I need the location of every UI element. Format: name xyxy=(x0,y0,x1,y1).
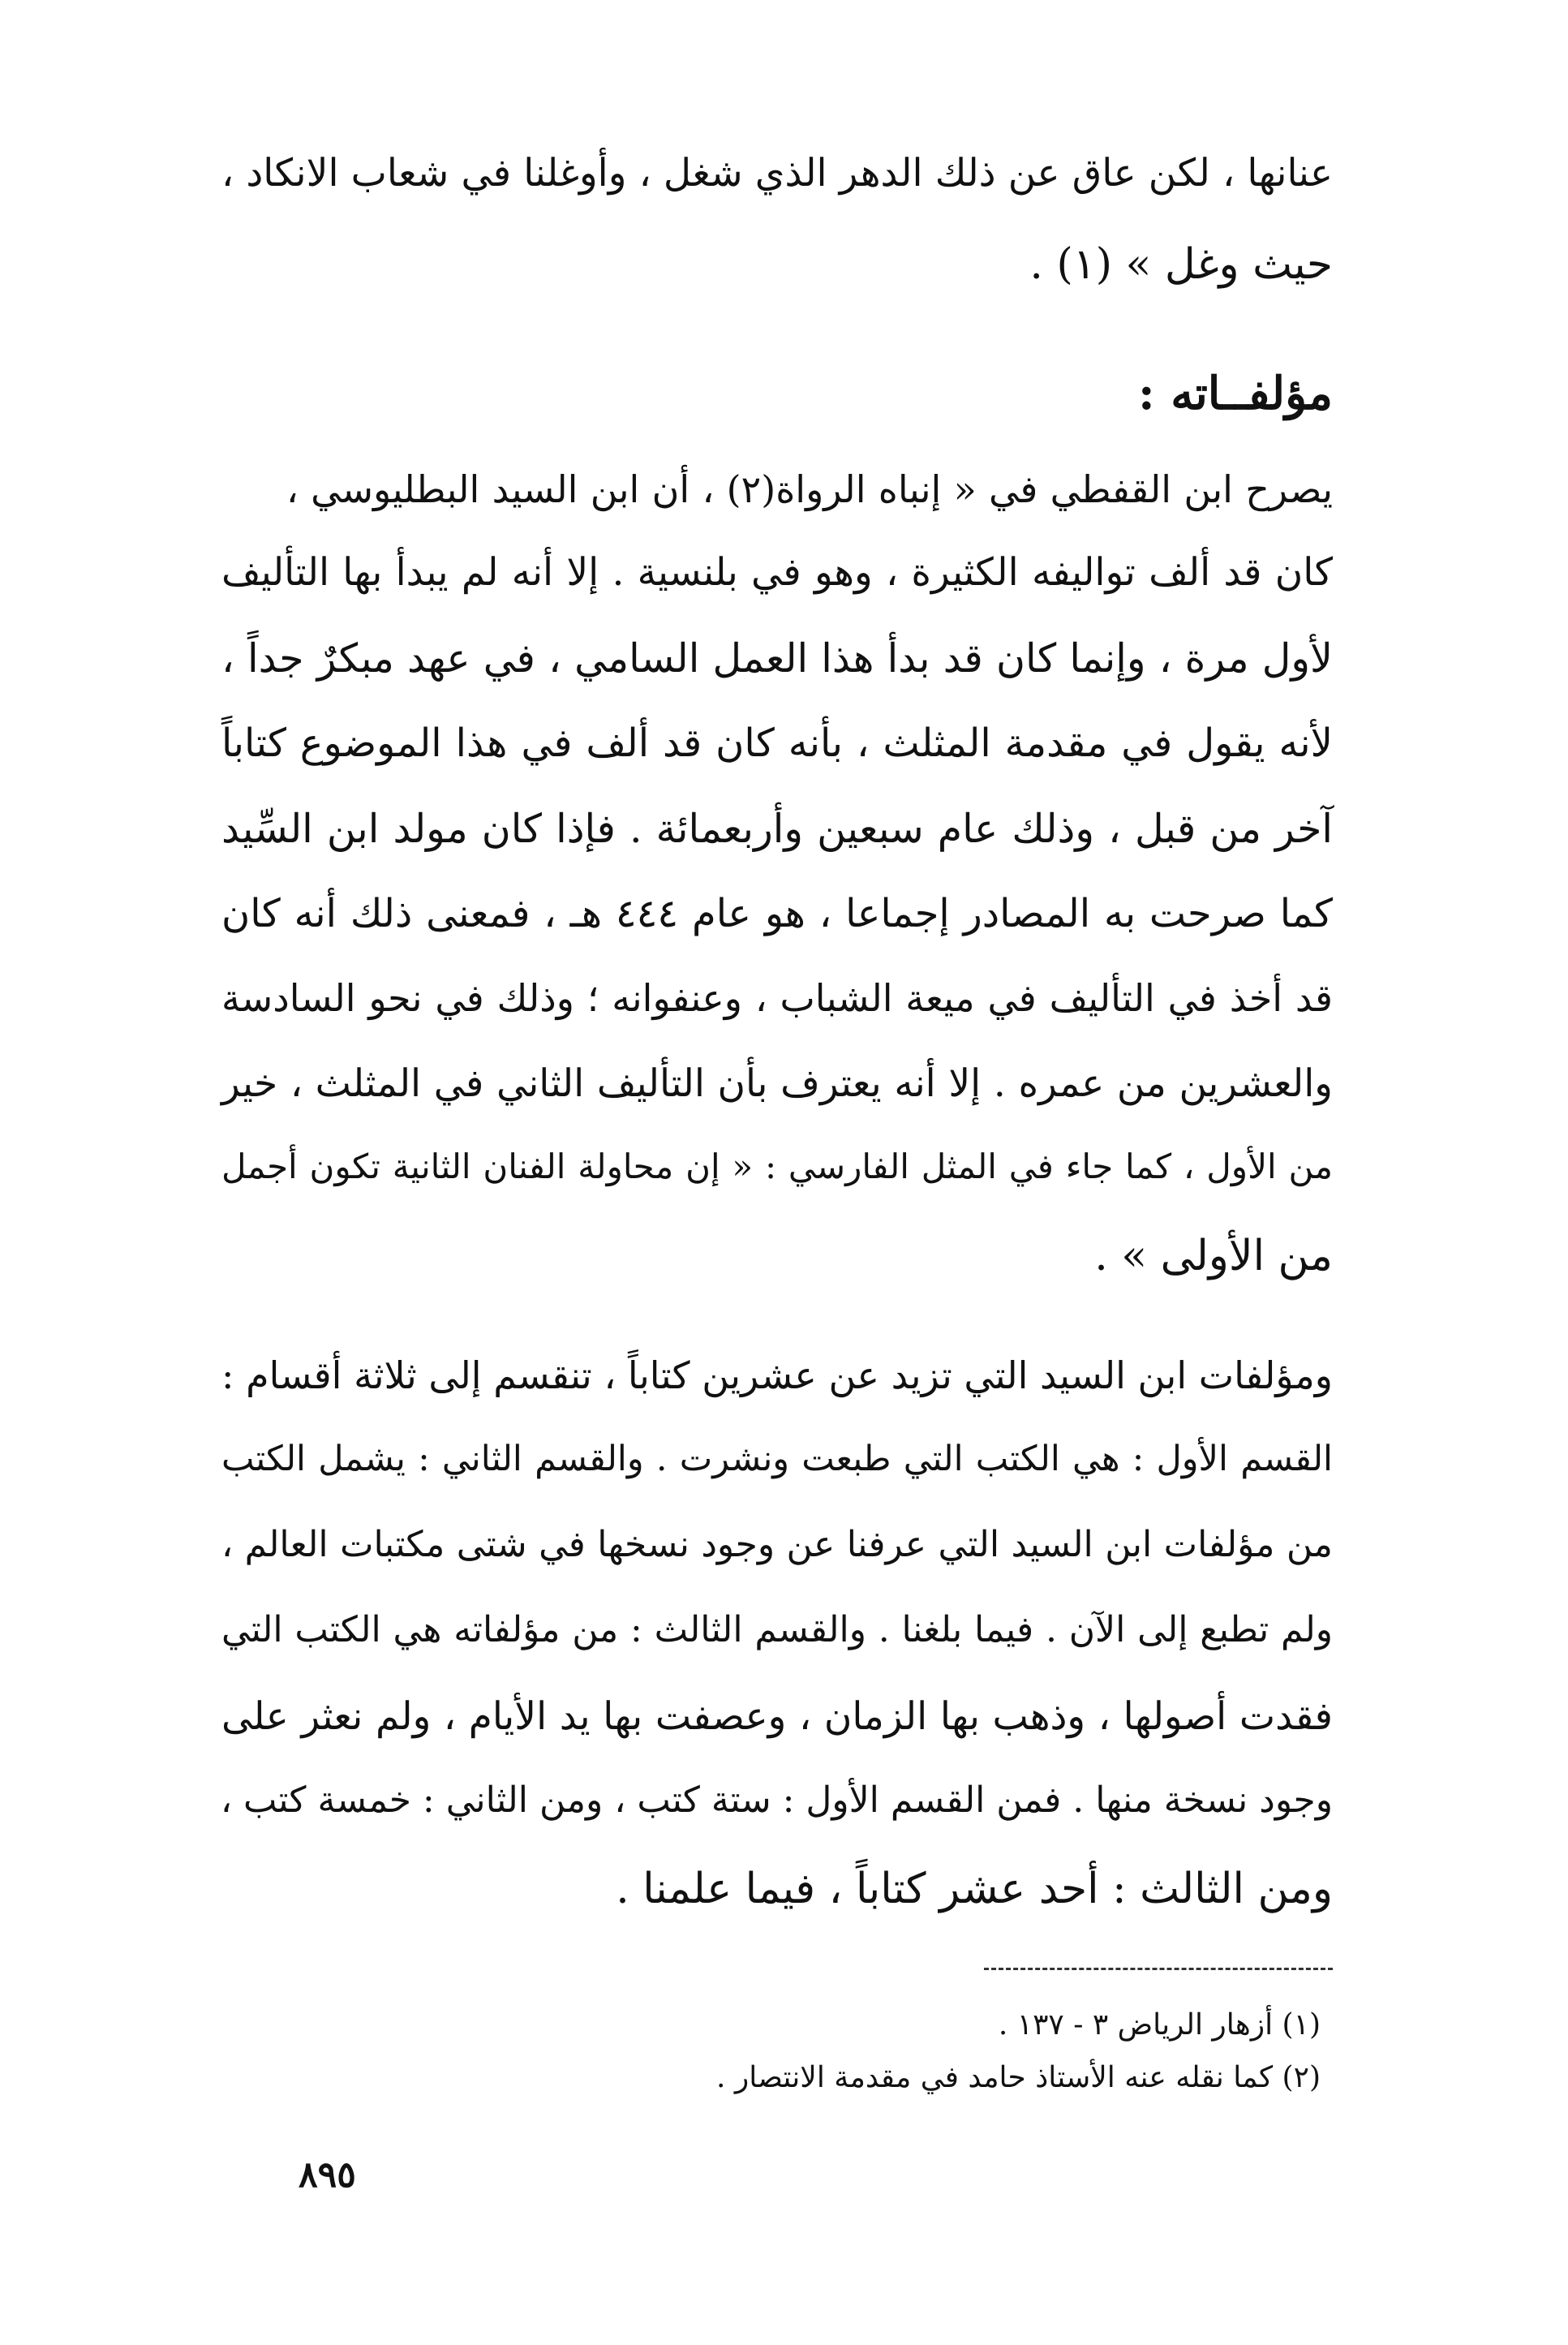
text-line: من الأولى » . xyxy=(1094,1232,1333,1280)
footnote-separator xyxy=(984,1968,1333,1970)
text-line: قد أخذ في التأليف في ميعة الشباب ، وعنفوانه ؛ وذلك في نحو السادسة xyxy=(221,976,1333,1020)
text-line: لأول مرة ، وإنما كان قد بدأ هذا العمل السامي ، في عهد مبكرٌ جداً ، xyxy=(221,635,1333,682)
text-line: القسم الأول : هي الكتب التي طبعت ونشرت . والقسم الثاني : يشمل الكتب xyxy=(221,1439,1333,1479)
text-line: والعشرين من عمره . إلا أنه يعترف بأن التأليف الثاني في المثلث ، خير xyxy=(221,1061,1333,1106)
text-line: آخر من قبل ، وذلك عام سبعين وأربعمائة . فإذا كان مولد ابن السِّيد xyxy=(221,806,1333,852)
page-number: ٨٩٥ xyxy=(299,2154,356,2196)
text-line: من الأول ، كما جاء في المثل الفارسي : « إن محاولة الفنان الثانية تكون أجمل xyxy=(221,1147,1333,1186)
text-line: حيث وغل » (١) . xyxy=(1029,240,1333,289)
text-line: ومؤلفات ابن السيد التي تزيد عن عشرين كتاباً ، تنقسم إلى ثلاثة أقسام : xyxy=(221,1353,1333,1397)
text-line: كان قد ألف تواليفه الكثيرة ، وهو في بلنسية . إلا أنه لم يبدأ بها التأليف xyxy=(221,550,1333,595)
section-heading: مؤلفــاته : xyxy=(1138,367,1333,420)
text-line: عنانها ، لكن عاق عن ذلك الدهر الذي شغل ، وأوغلنا في شعاب الانكاد ، xyxy=(221,151,1333,196)
text-line: وجود نسخة منها . فمن القسم الأول : ستة كتب ، ومن الثاني : خمسة كتب ، xyxy=(220,1779,1333,1821)
text-line: كما صرحت به المصادر إجماعا ، هو عام ٤٤٤ هـ ، فمعنى ذلك أنه كان xyxy=(221,891,1333,936)
text-line: من مؤلفات ابن السيد التي عرفنا عن وجود نسخها في شتى مكتبات العالم ، xyxy=(221,1524,1333,1565)
text-line: لأنه يقول في مقدمة المثلث ، بأنه كان قد ألف في هذا الموضوع كتاباً xyxy=(221,721,1333,766)
text-line: ولم تطبع إلى الآن . فيما بلغنا . والقسم الثالث : من مؤلفاته هي الكتب التي xyxy=(221,1609,1333,1650)
footnote-1: (١) أزهار الرياض ٣ - ١٣٧ . xyxy=(998,2008,1321,2042)
text-line: فقدت أصولها ، وذهب بها الزمان ، وعصفت بها يد الأيام ، ولم نعثر على xyxy=(221,1694,1333,1739)
text-line: ومن الثالث : أحد عشر كتاباً ، فيما علمنا . xyxy=(616,1865,1333,1913)
footnote-2: (٢) كما نقله عنه الأستاذ حامد في مقدمة الانتصار . xyxy=(715,2061,1321,2094)
text-line: يصرح ابن القفطي في « إنباه الرواة(٢) ، أن ابن السيد البطليوسي ، xyxy=(286,467,1333,511)
